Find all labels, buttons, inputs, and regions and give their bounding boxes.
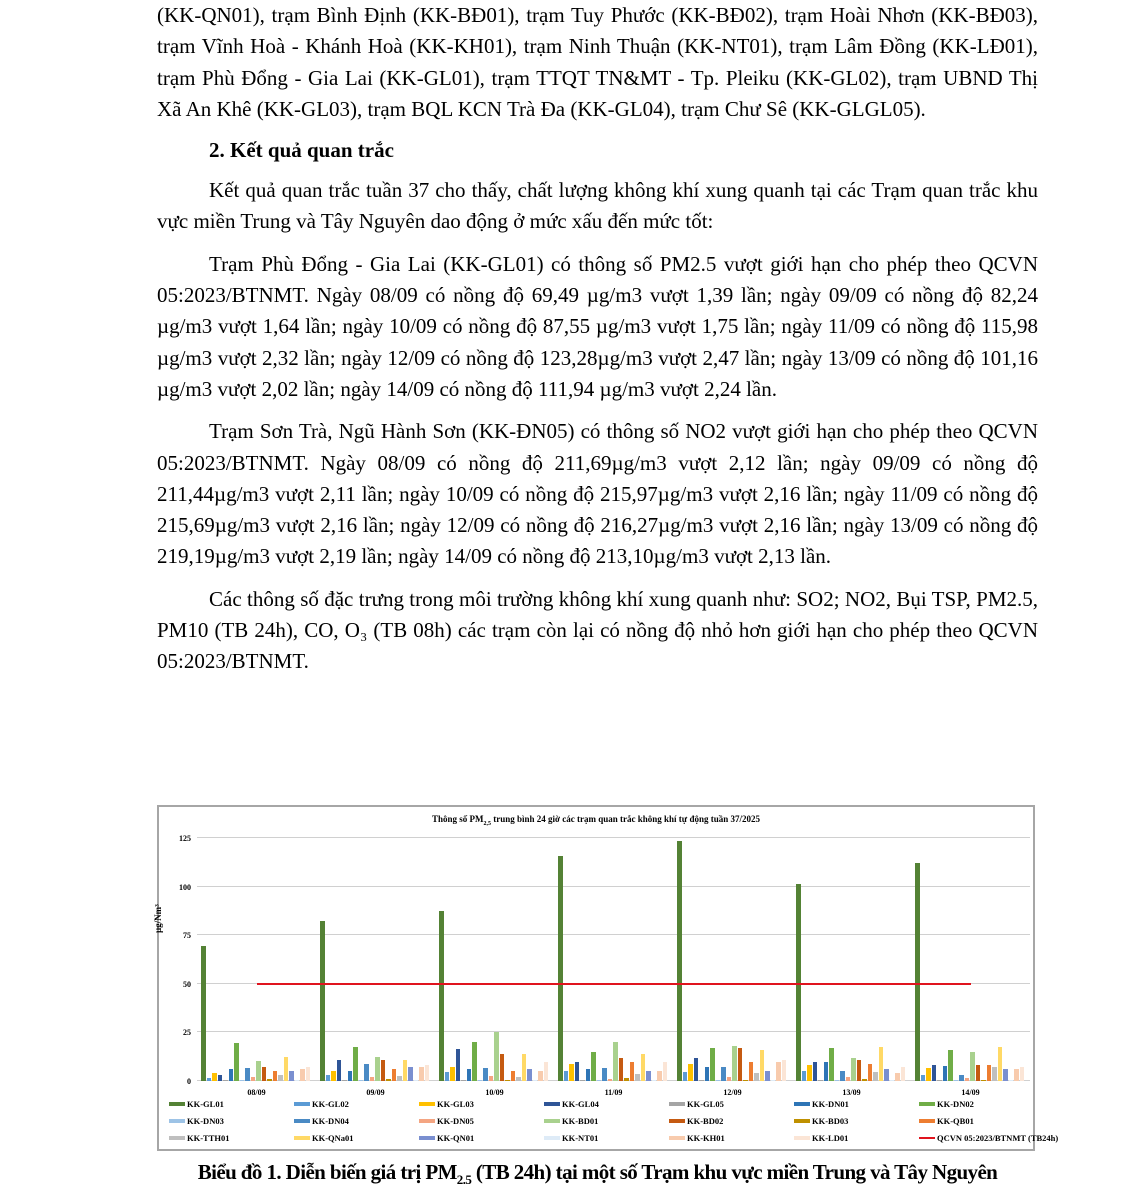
bar bbox=[901, 1067, 906, 1081]
bar bbox=[201, 946, 206, 1081]
bar bbox=[425, 1065, 430, 1081]
bar bbox=[478, 1080, 483, 1081]
x-tick-label: 14/09 bbox=[961, 1088, 980, 1097]
legend-label: KK-QB01 bbox=[937, 1116, 974, 1126]
legend-label: KK-GL02 bbox=[312, 1099, 349, 1109]
bar bbox=[890, 1080, 895, 1081]
bar bbox=[527, 1069, 532, 1081]
bar bbox=[760, 1050, 765, 1081]
legend-item bbox=[794, 1099, 849, 1109]
bar bbox=[408, 1067, 413, 1081]
bar bbox=[782, 1060, 787, 1081]
bar bbox=[289, 1071, 294, 1081]
plot-area bbox=[153, 834, 1030, 1097]
legend-label: KK-BD01 bbox=[562, 1116, 599, 1126]
bar bbox=[657, 1071, 662, 1081]
bar bbox=[776, 1062, 781, 1081]
x-tick-label: 12/09 bbox=[723, 1088, 742, 1097]
legend-swatch-icon bbox=[544, 1136, 560, 1140]
legend-swatch-icon bbox=[294, 1102, 310, 1106]
bar bbox=[1014, 1069, 1019, 1081]
bar bbox=[586, 1069, 591, 1081]
bar bbox=[207, 1078, 212, 1081]
legend-label: KK-DN02 bbox=[937, 1099, 974, 1109]
bar bbox=[981, 1080, 986, 1081]
bar bbox=[932, 1065, 937, 1081]
legend-item bbox=[419, 1099, 474, 1109]
bar bbox=[326, 1075, 331, 1081]
bar bbox=[580, 1080, 585, 1081]
legend-item bbox=[419, 1133, 474, 1143]
legend-label: KK-QN01 bbox=[437, 1133, 475, 1143]
dn05-paragraph: Trạm Sơn Trà, Ngũ Hành Sơn (KK-ĐN05) có thông số NO2 vượt giới hạn cho phép theo QCVN 05:2023/BTNMT. Ngày 08/09 có nồng độ 211,69µg/m3 vượt 2,12 lần; ngày 09/09 có nồng độ 211,44µg/m3 vượt 2,11 lần; ngày 10/09 có nồng độ 215,97µg/m3 vượt 2,16 lần; ngày 11/09 có nồng độ 215,69µg/m3 vượt 2,16 lần; ngày 12/09 có nồng độ 216,27µg/m3 vượt 2,16 lần; ngày 13/09 có nồng độ 219,19µg/m3 vượt 2,19 lần; ngày 14/09 có nồng độ 213,10µg/m3 vượt 2,13 lần. bbox=[157, 419, 1038, 569]
legend-item bbox=[669, 1099, 724, 1109]
bar bbox=[403, 1060, 408, 1081]
legend-swatch-icon bbox=[419, 1119, 435, 1123]
legend-swatch-icon bbox=[419, 1102, 435, 1106]
legend-item bbox=[169, 1116, 224, 1126]
bar bbox=[699, 1080, 704, 1081]
legend-label: KK-NT01 bbox=[562, 1133, 599, 1143]
legend-swatch-icon bbox=[919, 1119, 935, 1123]
bar bbox=[218, 1075, 223, 1081]
bar bbox=[295, 1080, 300, 1081]
bar bbox=[663, 1062, 668, 1081]
intro-paragraph: (KK-QN01), trạm Bình Định (KK-BĐ01), trạm Tuy Phước (KK-BĐ02), trạm Hoài Nhơn (KK-BĐ03), trạm Vĩnh Hoà - Khánh Hoà (KK-KH01), trạm Ninh Thuận (KK-NT01), trạm Lâm Đồng (KK-LĐ01), trạm Phù Đổng - Gia Lai (KK-GL01), trạm TTQT TN&MT - Tp. Pleiku (KK-GL02), trạm UBND Thị Xã An Khê (KK-GL03), trạm BQL KCN Trà Đa (KK-GL04), trạm Chư Sê (KK-GLGL05). bbox=[157, 3, 1038, 121]
legend-item bbox=[919, 1116, 974, 1126]
bar bbox=[998, 1047, 1003, 1081]
bar bbox=[879, 1047, 884, 1081]
bar bbox=[489, 1076, 494, 1081]
bar bbox=[381, 1060, 386, 1081]
bar bbox=[505, 1080, 510, 1081]
bar bbox=[1020, 1067, 1025, 1081]
bar bbox=[727, 1077, 732, 1081]
bar bbox=[738, 1048, 743, 1081]
bar bbox=[278, 1075, 283, 1081]
legend-swatch-icon bbox=[294, 1136, 310, 1140]
bar bbox=[591, 1052, 596, 1081]
bar bbox=[483, 1068, 488, 1081]
legend-label: KK-KH01 bbox=[687, 1133, 725, 1143]
bar bbox=[494, 1032, 499, 1081]
bar bbox=[813, 1062, 818, 1081]
bar bbox=[397, 1076, 402, 1081]
bar bbox=[538, 1071, 543, 1081]
bar bbox=[721, 1067, 726, 1081]
bar bbox=[1009, 1080, 1014, 1081]
bar bbox=[921, 1075, 926, 1081]
bar bbox=[522, 1054, 527, 1081]
legend-item bbox=[419, 1116, 474, 1126]
legend-item bbox=[169, 1133, 230, 1143]
bar-group bbox=[435, 838, 554, 1097]
legend-item bbox=[294, 1116, 349, 1126]
bar bbox=[868, 1064, 873, 1081]
bar bbox=[771, 1080, 776, 1081]
bar bbox=[705, 1067, 710, 1081]
bar bbox=[348, 1071, 353, 1081]
bar bbox=[240, 1080, 245, 1081]
bar bbox=[284, 1057, 289, 1081]
bar bbox=[544, 1062, 549, 1081]
bar bbox=[976, 1065, 981, 1081]
bar bbox=[472, 1042, 477, 1081]
bar bbox=[467, 1069, 472, 1081]
bar bbox=[937, 1080, 942, 1081]
bar bbox=[824, 1062, 829, 1081]
bar bbox=[439, 911, 444, 1081]
bar bbox=[386, 1079, 391, 1081]
bar bbox=[624, 1078, 629, 1081]
bar bbox=[884, 1069, 889, 1081]
legend-item bbox=[794, 1133, 848, 1143]
bar bbox=[677, 841, 682, 1081]
bar bbox=[646, 1071, 651, 1081]
bar bbox=[353, 1047, 358, 1081]
bar bbox=[641, 1054, 646, 1081]
bar bbox=[694, 1058, 699, 1081]
bar bbox=[516, 1077, 521, 1081]
y-tick-label: 125 bbox=[179, 834, 191, 843]
bar bbox=[851, 1058, 856, 1081]
bar bbox=[597, 1080, 602, 1081]
bar-group bbox=[911, 838, 1030, 1097]
bar bbox=[511, 1071, 516, 1081]
bar bbox=[857, 1060, 862, 1081]
bar bbox=[802, 1071, 807, 1081]
bar bbox=[256, 1061, 261, 1081]
bar bbox=[234, 1043, 239, 1081]
legend-line-icon bbox=[919, 1137, 935, 1139]
bar bbox=[619, 1058, 624, 1081]
bar bbox=[926, 1068, 931, 1081]
legend-swatch-icon bbox=[669, 1102, 685, 1106]
bar bbox=[630, 1062, 635, 1081]
bar bbox=[533, 1080, 538, 1081]
bar bbox=[710, 1048, 715, 1081]
legend-item bbox=[794, 1116, 848, 1126]
section-heading: 2. Kết quả quan trắc bbox=[209, 138, 394, 163]
bar bbox=[262, 1067, 267, 1081]
legend-label: KK-DN04 bbox=[312, 1116, 349, 1126]
bar bbox=[500, 1054, 505, 1081]
legend-swatch-icon bbox=[169, 1119, 185, 1123]
legend-swatch-icon bbox=[419, 1136, 435, 1140]
y-tick-label: 0 bbox=[187, 1077, 191, 1086]
bar bbox=[683, 1072, 688, 1081]
legend-item bbox=[169, 1099, 224, 1109]
bar bbox=[375, 1057, 380, 1081]
legend-item bbox=[669, 1133, 725, 1143]
pm25-bar-chart bbox=[153, 805, 1059, 1151]
bar-group bbox=[554, 838, 673, 1097]
bar bbox=[564, 1071, 569, 1081]
x-tick-label: 11/09 bbox=[604, 1088, 623, 1097]
legend-item bbox=[544, 1116, 598, 1126]
bar bbox=[765, 1071, 770, 1081]
chart-title: Thông số $PM_{2,5}$ trung bình 24 giờ các trạm quan trắc không khí tự động tuần 37/2025 bbox=[432, 814, 760, 827]
bar bbox=[749, 1062, 754, 1081]
bar bbox=[602, 1068, 607, 1081]
legend-label: KK-GL05 bbox=[687, 1099, 724, 1109]
bar bbox=[959, 1075, 964, 1081]
bar bbox=[835, 1080, 840, 1081]
bar bbox=[445, 1072, 450, 1081]
legend-item bbox=[294, 1133, 354, 1143]
bar bbox=[306, 1067, 311, 1081]
bar bbox=[732, 1046, 737, 1081]
legend-swatch-icon bbox=[794, 1119, 810, 1123]
bar bbox=[943, 1066, 948, 1081]
bar bbox=[862, 1079, 867, 1081]
bar bbox=[873, 1072, 878, 1081]
x-tick-label: 08/09 bbox=[247, 1088, 266, 1097]
legend-item bbox=[294, 1099, 349, 1109]
bar bbox=[754, 1073, 759, 1081]
bar bbox=[575, 1062, 580, 1081]
bar bbox=[300, 1069, 305, 1081]
bar bbox=[948, 1050, 953, 1081]
legend-label: KK-BD03 bbox=[812, 1116, 849, 1126]
bar-group bbox=[673, 838, 792, 1097]
x-tick-label: 10/09 bbox=[485, 1088, 504, 1097]
bar bbox=[608, 1079, 613, 1081]
bar bbox=[895, 1073, 900, 1081]
other-params-paragraph: Các thông số đặc trưng trong môi trường không khí xung quanh như: SO2; NO2, Bụi TSP, PM2.5, PM10 (TB 24h), CO, O₃ (TB 08h) các trạm còn lại có nồng độ nhỏ hơn giới hạn cho phép theo QCVN 05:2023/BTNMT. bbox=[157, 586, 1038, 674]
legend-swatch-icon bbox=[794, 1136, 810, 1140]
bar bbox=[829, 1048, 834, 1081]
legend-label: KK-GL04 bbox=[562, 1099, 599, 1109]
legend-swatch-icon bbox=[169, 1102, 185, 1106]
bar-group bbox=[316, 838, 435, 1097]
bar bbox=[342, 1080, 347, 1081]
bar bbox=[743, 1080, 748, 1081]
bar bbox=[818, 1080, 823, 1081]
legend-swatch-icon bbox=[669, 1119, 685, 1123]
legend-label: QCVN 05:2023/BTNMT (TB24h) bbox=[937, 1133, 1059, 1143]
legend-label: KK-GL03 bbox=[437, 1099, 474, 1109]
legend-item bbox=[919, 1133, 1058, 1143]
bar bbox=[965, 1078, 970, 1081]
bar bbox=[251, 1077, 256, 1081]
y-axis-label: µg/Nm³ bbox=[153, 904, 163, 933]
legend-label: KK-BD02 bbox=[687, 1116, 724, 1126]
y-tick-label: 25 bbox=[183, 1028, 191, 1038]
bar bbox=[716, 1080, 721, 1081]
bar bbox=[840, 1071, 845, 1081]
y-tick-label: 50 bbox=[183, 979, 191, 989]
bar bbox=[364, 1064, 369, 1081]
legend-item bbox=[669, 1116, 723, 1126]
bar bbox=[212, 1073, 217, 1081]
bar bbox=[392, 1069, 397, 1081]
legend-item bbox=[919, 1099, 974, 1109]
bar bbox=[414, 1080, 419, 1081]
legend-swatch-icon bbox=[669, 1136, 685, 1140]
legend-label: KK-TTH01 bbox=[187, 1133, 230, 1143]
x-tick-label: 09/09 bbox=[366, 1088, 385, 1097]
legend-swatch-icon bbox=[794, 1102, 810, 1106]
bar bbox=[223, 1080, 228, 1081]
bar bbox=[331, 1071, 336, 1081]
bar bbox=[992, 1067, 997, 1081]
legend-item bbox=[544, 1099, 599, 1109]
bar bbox=[652, 1080, 657, 1081]
bar bbox=[273, 1071, 278, 1081]
bar bbox=[370, 1077, 375, 1081]
legend-swatch-icon bbox=[544, 1102, 560, 1106]
bar bbox=[320, 921, 325, 1081]
x-tick-label: 13/09 bbox=[842, 1088, 861, 1097]
bar bbox=[229, 1069, 234, 1081]
bar bbox=[987, 1065, 992, 1081]
bar bbox=[954, 1080, 959, 1081]
bar bbox=[450, 1067, 455, 1081]
bar bbox=[846, 1077, 851, 1081]
legend-swatch-icon bbox=[169, 1136, 185, 1140]
bar bbox=[1003, 1069, 1008, 1081]
bar bbox=[267, 1079, 272, 1081]
bar bbox=[688, 1064, 693, 1081]
legend-swatch-icon bbox=[544, 1119, 560, 1123]
legend-item bbox=[544, 1133, 598, 1143]
bar bbox=[359, 1080, 364, 1081]
bar-group bbox=[197, 838, 316, 1097]
bar bbox=[461, 1080, 466, 1081]
gl01-paragraph: Trạm Phù Đổng - Gia Lai (KK-GL01) có thông số PM2.5 vượt giới hạn cho phép theo QCVN 05:2023/BTNMT. Ngày 08/09 có nồng độ 69,49 µg/m3 vượt 1,39 lần; ngày 09/09 có nồng độ 82,24 µg/m3 vượt 1,64 lần; ngày 10/09 có nồng độ 87,55 µg/m3 vượt 1,75 lần; ngày 11/09 có nồng độ 115,98 µg/m3 vượt 2,32 lần; ngày 12/09 có nồng độ 123,28µg/m3 vượt 2,47 lần; ngày 13/09 có nồng độ 101,16 µg/m3 vượt 2,02 lần; ngày 14/09 có nồng độ 111,94 µg/m3 vượt 2,24 lần. bbox=[157, 251, 1038, 401]
bar bbox=[558, 856, 563, 1081]
bar bbox=[635, 1074, 640, 1081]
legend-label: KK-DN03 bbox=[187, 1116, 224, 1126]
legend-label: KK-DN01 bbox=[812, 1099, 849, 1109]
legend-label: KK-DN05 bbox=[437, 1116, 474, 1126]
legend-label: KK-LD01 bbox=[812, 1133, 849, 1143]
legend-label: KK-QNa01 bbox=[312, 1133, 354, 1143]
bar bbox=[613, 1042, 618, 1081]
legend-label: KK-GL01 bbox=[187, 1099, 224, 1109]
document-page bbox=[157, 0, 1038, 678]
legend-swatch-icon bbox=[294, 1119, 310, 1123]
y-tick-label: 75 bbox=[183, 931, 191, 941]
legend-swatch-icon bbox=[919, 1102, 935, 1106]
y-tick-label: 100 bbox=[179, 882, 191, 892]
summary-paragraph: Kết quả quan trắc tuần 37 cho thấy, chất lượng không khí xung quanh tại các Trạm quan trắc khu vực miền Trung và Tây Nguyên dao động ở mức xấu đến mức tốt: bbox=[157, 178, 1038, 234]
bar bbox=[419, 1067, 424, 1081]
bar-group bbox=[792, 838, 911, 1097]
bar bbox=[456, 1049, 461, 1081]
figure-caption: Biểu đồ 1. Diễn biến giá trị $PM_{2.5}$ (TB 24h) tại một số Trạm khu vực miền Trung và Tây Nguyên bbox=[197, 1160, 998, 1188]
bar bbox=[915, 863, 920, 1081]
bar bbox=[569, 1064, 574, 1081]
bar bbox=[970, 1052, 975, 1081]
bar bbox=[337, 1060, 342, 1081]
qcvn-limit-line bbox=[257, 983, 971, 985]
bar bbox=[807, 1065, 812, 1081]
bar bbox=[245, 1068, 250, 1081]
